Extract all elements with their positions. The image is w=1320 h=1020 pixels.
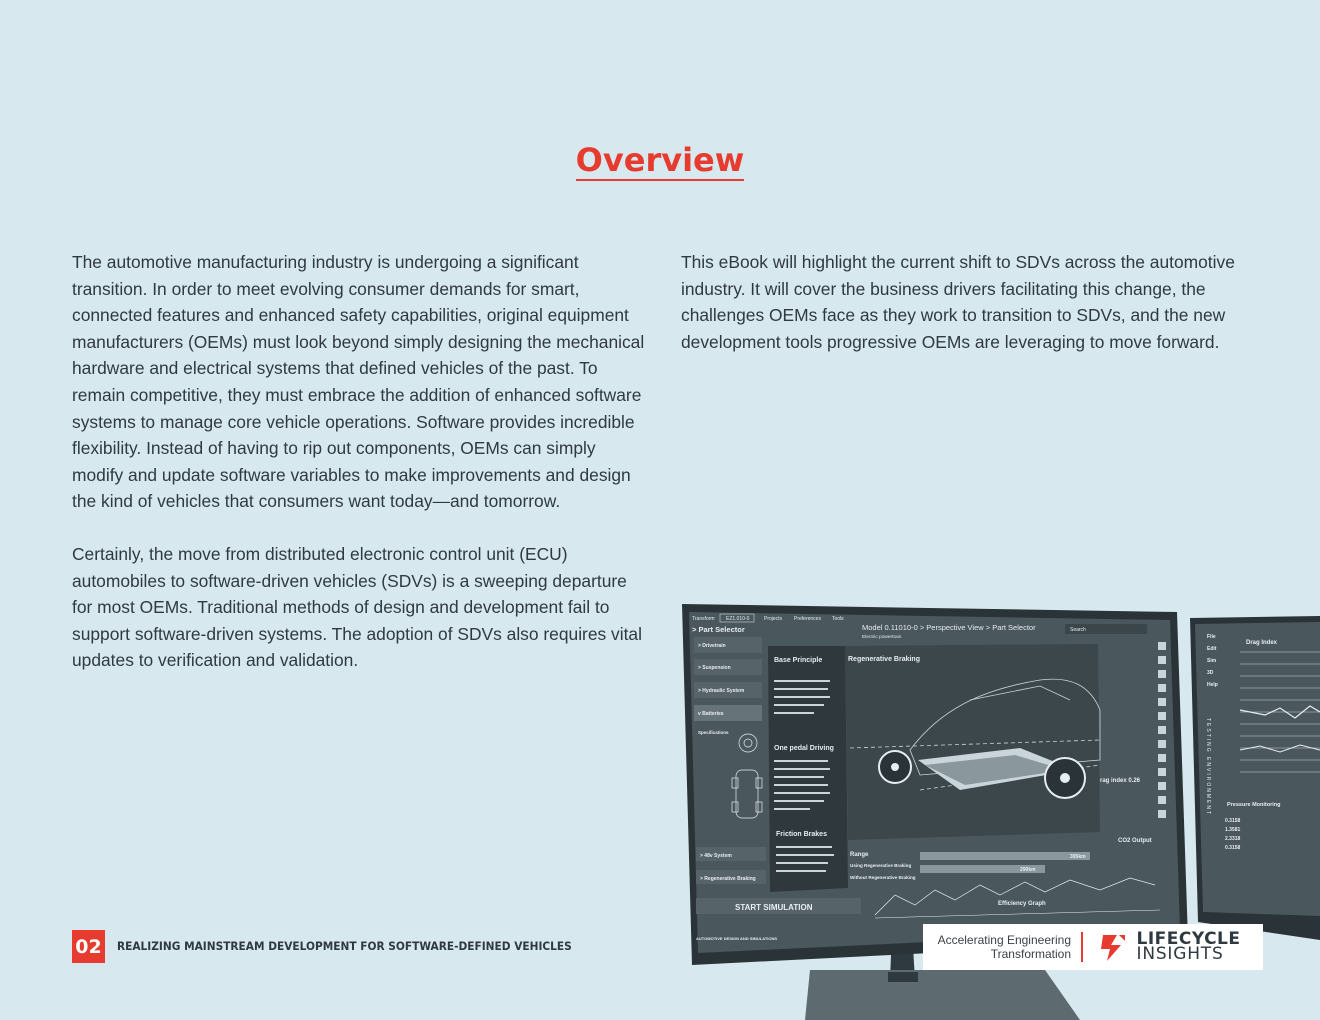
right-column (681, 249, 1251, 381)
monitor-efficiency-label: Efficiency Graph (998, 901, 1046, 907)
footer-title: REALIZING MAINSTREAM DEVELOPMENT FOR SOFTWARE-DEFINED VEHICLES (117, 939, 572, 953)
monitor-range-noregen-value: 290km (1020, 867, 1036, 873)
brand-logo-line2: INSIGHTS (1136, 944, 1224, 964)
monitor-sidebar-6: > Regenerative Braking (700, 876, 756, 882)
lifecycle-logo-icon (1097, 931, 1129, 963)
monitor-info-heading-2: One pedal Driving (774, 745, 834, 752)
side-menu-1: File (1207, 634, 1216, 640)
pressure-value-1: 0.3158 (1225, 818, 1241, 824)
monitor-panel-title: > Part Selector (692, 625, 745, 634)
side-menu-4: 3D (1207, 670, 1214, 676)
brand-logo-text (1136, 929, 1241, 964)
monitor-sidebar-2: > Suspension (698, 665, 731, 671)
monitor-menu-5: Tools (832, 616, 844, 622)
monitor-range-regen-value: 395km (1070, 854, 1086, 860)
monitor-range-noregen-label: Without Regenerative Braking (850, 875, 916, 880)
left-paragraph-2: Certainly, the move from distributed electronic control unit (ECU) automobiles to software-driven vehicles (SDVs) is a sweeping departure for most OEMs. Traditional methods of design and development fail to support software-driven systems. The adoption of SDVs also requires vital updates to verification and validation. (72, 543, 642, 671)
monitor-menu-3: Projects (764, 616, 783, 622)
pressure-value-2: 1.3581 (1225, 827, 1241, 833)
monitor-search: Search (1070, 627, 1086, 633)
monitor-start-label: START SIMULATION (735, 903, 813, 912)
left-column (72, 249, 647, 700)
pressure-title: Pressure Monitoring (1227, 802, 1281, 808)
pressure-value-3: 2.3318 (1225, 836, 1241, 842)
monitor-co2-label: CO2 Output (1118, 838, 1152, 844)
page-title: Overview (575, 141, 745, 179)
monitor-sidebar-4: v Batteries (698, 711, 724, 717)
monitor-specs: Specifications (698, 730, 729, 735)
brand-divider (1081, 932, 1083, 962)
testing-environment: TESTING ENVIRONMENT (1205, 718, 1211, 817)
side-menu-2: Edit (1207, 646, 1217, 652)
brand-tagline-line2: Transformation (990, 947, 1071, 961)
monitor-range-regen-label: Using Regenerative Braking (850, 863, 912, 868)
monitor-sidebar-1: > Drivetrain (698, 643, 726, 649)
monitor-sub-breadcrumb: Electric powertrain (862, 635, 902, 640)
monitor-info-heading-1: Base Principle (774, 657, 823, 664)
monitor-drag-label: rag index 0.26 (1100, 778, 1141, 784)
left-paragraph-1: The automotive manufacturing industry is undergoing a significant transition. In order to meet evolving consumer demands for smart, connected features and enhanced safety capabilities, original equipment manufacturers (OEMs) must look beyond simply designing the mechanical hardware and electrical systems that defined vehicles of the past. To remain competitive, they must embrace the addition of enhanced software systems to manage core vehicle operations. Software provides incredible flexibility. Instead of having to rip out components, OEMs can simply modify and update software variables to make improvements and design the kind of vehicles that consumers want today—and tomorrow. (72, 252, 645, 512)
monitor-regen-heading: Regenerative Braking (848, 656, 920, 663)
monitor-bottom-tag: AUTOMOTIVE DESIGN AND SIMULATIONS (696, 936, 778, 941)
drag-index-title: Drag Index (1246, 640, 1278, 646)
side-menu-3: Sim (1207, 658, 1217, 664)
side-menu-5: Help (1207, 682, 1218, 688)
monitor-sidebar-5: > 48v System (700, 853, 732, 859)
brand-tagline-line1: Accelerating Engineering (937, 933, 1071, 947)
monitor-range-label: Range (850, 852, 869, 858)
brand-tagline (923, 933, 1081, 961)
monitor-menu-1: Transform (692, 616, 715, 622)
right-paragraph-1: This eBook will highlight the current shift to SDVs across the automotive industry. It will cover the business drivers facilitating this change, the challenges OEMs face as they work to transition to SDVs, and the new development tools progressive OEMs are leveraging to move forward. (681, 252, 1235, 352)
page-title-wrap (0, 142, 1320, 178)
monitor-sidebar-3: > Hydraulic System (698, 688, 745, 694)
monitor-menu-2: EZ1.010-0 (726, 616, 750, 622)
page-number: 02 (72, 930, 105, 963)
pressure-value-4: 0.3158 (1225, 845, 1241, 851)
monitor-menu-4: Preferences (794, 616, 821, 622)
monitor-info-heading-3: Friction Brakes (776, 831, 827, 838)
brand-bar (923, 924, 1263, 970)
brand-logo-line1: LIFECYCLE (1136, 929, 1241, 949)
monitor-breadcrumb: Model 0.11010-0 > Perspective View > Part Selector (862, 623, 1036, 632)
